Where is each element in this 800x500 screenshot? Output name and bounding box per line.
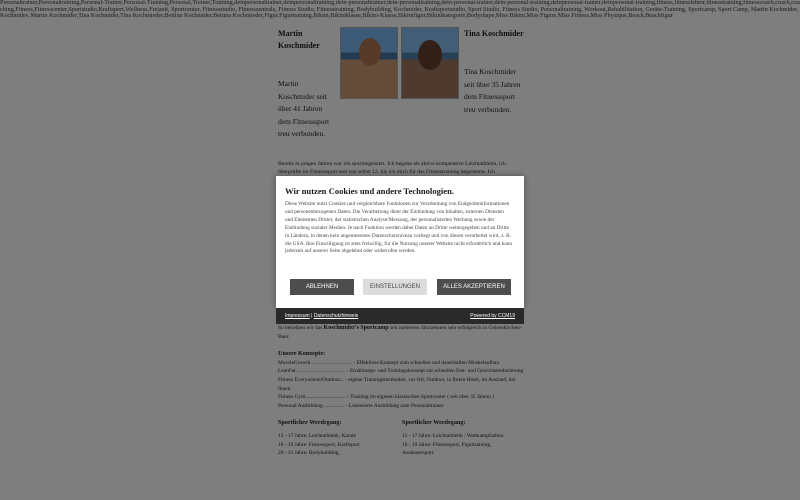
career-left-cell: 18 - 19 Jahre: Fitnesssport, Kraftsport — [278, 441, 360, 448]
career-right-cell: 18 - 19 Jahre: Fitnesssport, Figurtraining, — [402, 441, 492, 448]
seo-keyword-text: Personaltrainer,Personaltraining,Personal-Trainer,Personal-Training,Personal,Trainer,Training,deinpersonaltrainer,deinpersonaltraining,dein-personaltrainer,dein-personaltraining,dein-personal-trainer,dein-personal-training,deinpersonal-trainer,deinpersonal-training,fitness,fitnesslehrer,fitnesstraining,fitnesscoach,coach,coaching,Fitness,Fitnesscenter,Sportstudio,Kraftsport,Wellness,Freizeit, Sportcenter, Fitnessstudio, Fitnesszentrale, Fitness Studio, Fitnesstraining, Bodybuilding, Kochmider, Kraftsportstudio, Sport Studio, Fitness Studio, Personaltraining, Workout,Rehabilitation, Geräte-Training, Sportcamp, Sport Camp, Martin Kochmider, Kochmider, Martin Kochmider,Tina Kochmider,Tina Kochmieder,Bettina Kochmider,Bettina Kochmieder,Figur,Figurtraining,Bikini,Bikiniklasse,Bikini-Klasse,Bikinifigur,Bikinikategorie,Bodyshape,Miss Bikini,Miss Figure,Miss Fitness,Miss Physique,Beach,Beachfigur — [0, 0, 800, 20]
career-left-cell: 20 - 31 Jahre: Bodybuilding, — [278, 450, 340, 457]
concept-item: Personal Ausbildung ............... - Lizensierte Ausbildung zum Personaltrainer — [278, 402, 444, 409]
concept-item: LeanFat..................................... - Ernährungs- und Trainingskonzept zur schnellen Fett- und Gewichtsreduzierung — [278, 368, 524, 375]
cookie-title: Wir nutzen Cookies und andere Technologien. — [285, 186, 455, 196]
career-right-cell: Ausdauersport — [402, 450, 434, 457]
privacy-link[interactable]: Datenschutzhinweis — [313, 313, 359, 319]
martin-bio: Martin Koschmider seit über 41 Jahren dem Fitnesssport treu verbunden. — [278, 79, 330, 138]
career-right-cell: 12 - 17 Jahre: Leichtathletik / Wettkampfsaltou — [402, 432, 504, 439]
cookie-footer — [276, 308, 524, 324]
career-left-title: Sportlicher Werdegang: — [278, 419, 342, 427]
career-left-cell: 12 - 17 Jahre: Leichtathletik, Karate — [278, 432, 356, 439]
career-right-title: Sportlicher Werdegang: — [402, 419, 466, 427]
concept-item: MuscleGrowth............................... - Effektives Konzept zum schnellen und dauerhaften Muskelaufbau — [278, 359, 500, 366]
accept-all-button[interactable]: ALLES AKZEPTIEREN — [437, 279, 511, 295]
intro-text-b: seit mehreren Jahrzehnten sehr erfolgreich in Gelsenkirchen- Buer. — [278, 325, 522, 340]
tina-bio: Tina Koschmider seit über 35 Jahren dem Fitnesssport treu verbunden. — [464, 67, 521, 114]
concept-item: Fitness Gym.............................. - Training im eigenen klassischen Sportcenter ( seit über 35 Jahren ) — [278, 394, 495, 401]
concept-item: Fitness Everywhere/Outdoor... - eigene Trainingsmethoden, vor Ort, Outdoor, in Ihrem Hotel, im Ausland, bei Ihnen. — [278, 376, 516, 392]
intro-paragraph: Bereits in jungen Jahren war ich sportbegeistert. Ich begann als aktive kompetative Leichtathletin, ich überprüfte im Fitnesssport und war selbst 12. bis ich mich für das Fitnesstraining begeisterte. Ich — [278, 161, 506, 175]
intro-text-a: So betreiben wir das — [278, 325, 323, 331]
powered-by-link[interactable]: Powered by CCM19 — [470, 313, 515, 319]
imprint-link[interactable]: Impressum — [285, 313, 310, 319]
cookie-dialog — [276, 176, 524, 308]
reject-button[interactable]: ABLEHNEN — [290, 279, 354, 295]
martin-name: Martin Koschmider — [278, 29, 320, 50]
tina-name: Tina Koschmider — [464, 29, 524, 38]
concepts-title: Unsere Konzepte: — [278, 350, 326, 358]
cookie-description: Diese Website nutzt Cookies und vergleichbare Funktionen zur Verarbeitung von Endgeräteinformationen und personenbezogenen Daten. Die Verarbeitung dient der Einbindung von Inhalten, externen Diensten und Elementen Dritter, der statistischen Analyse/Messung, der personalisierten Werbung sowie der Einbindung sozialer Medien. Je nach Funktion werden dabei Daten an Dritte weitergegeben und an Dritte in Ländern, in denen kein angemessenes Datenschutzniveau vorliegt und von diesen verarbeitet wird, z. B. die USA. Ihre Einwilligung ist stets freiwillig, für die Nutzung unserer Website nicht erforderlich und kann jederzeit auf unserer Seite abgelehnt oder widerrufen werden. — [285, 201, 513, 255]
brand-name: Koschmider's Sportcamp — [323, 325, 389, 331]
footer-links: Impressum | Datenschutzhinweis — [285, 313, 359, 319]
settings-button[interactable]: EINSTELLUNGEN — [363, 279, 427, 295]
